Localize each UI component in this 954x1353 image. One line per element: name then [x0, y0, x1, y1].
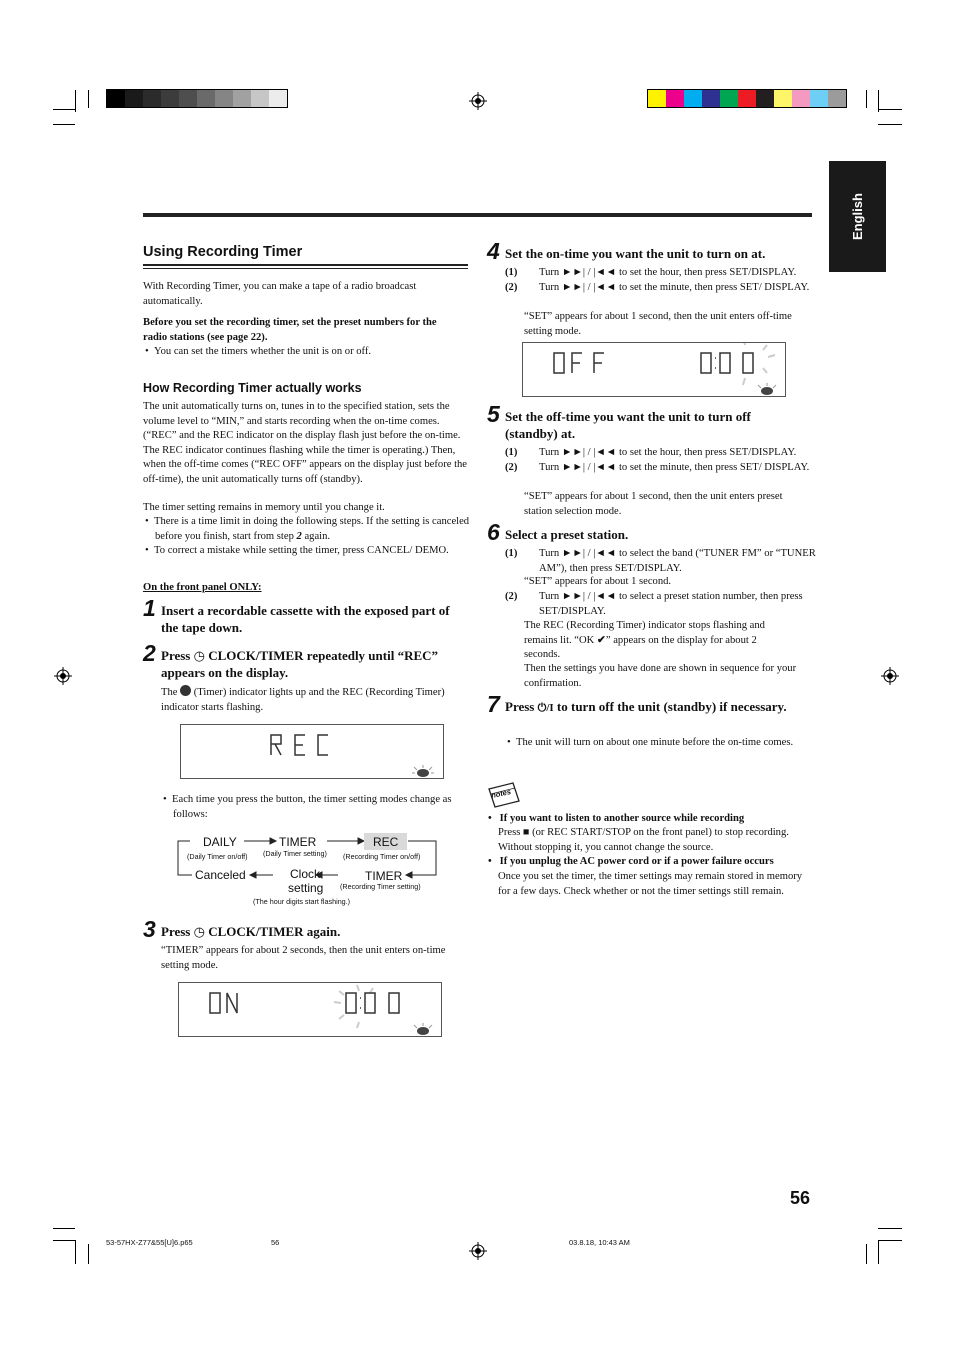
step-4-sub-2-note: “SET” appears for about 1 second, then the unit enters off-time setting mode.: [524, 311, 792, 337]
step-2-press: Press: [161, 648, 194, 663]
graybar-swatch-1: [125, 90, 143, 107]
step-4-number: 4: [487, 238, 500, 264]
step-7-number: 7: [487, 691, 500, 717]
step-3-text: CLOCK/TIMER again.: [204, 924, 341, 939]
footer-file-page: 56: [271, 1238, 280, 1247]
header-rule: [143, 213, 812, 217]
display-off-time: [522, 342, 786, 397]
sub-number: (1): [505, 267, 518, 278]
colorbar-swatch-8: [792, 90, 810, 107]
colorbar-swatch-1: [666, 90, 684, 107]
step-6-heading: Select a preset station.: [505, 527, 629, 542]
rec-indicator-icon: [755, 383, 779, 395]
step-2-number: 2: [143, 640, 156, 666]
step-5-sub-2-note: “SET” appears for about 1 second, then the unit enters preset station selection mode.: [524, 491, 783, 517]
sub-text: Turn ►►| / |◄◄ to set the hour, then press SET/DISPLAY.: [539, 267, 797, 278]
clock-timer-icon: ◷: [193, 924, 205, 939]
step-7-bullet: • The unit will turn on about one minute before the on-time comes.: [507, 737, 794, 748]
front-panel-label: On the front panel ONLY:: [143, 582, 262, 593]
colorbar-swatch-3: [702, 90, 720, 107]
intro-paragraph: With Recording Timer, you can make a tape of a radio broadcast automatically.: [143, 281, 417, 307]
sub-number: (2): [505, 591, 518, 602]
gray-calibration-bar: [106, 89, 288, 108]
step-3-number: 3: [143, 916, 156, 942]
each-time-text: Each time you press the button, the timer setting modes change as follows:: [172, 794, 452, 820]
power-standby-icon: ⏻/I: [537, 702, 554, 714]
graybar-swatch-0: [107, 90, 125, 107]
step-4-heading: Set the on-time you want the unit to turn on at.: [505, 246, 766, 261]
graybar-swatch-8: [251, 90, 269, 107]
language-tab-label: English: [850, 193, 865, 240]
registration-mark-bottom: [469, 1242, 487, 1260]
graybar-swatch-2: [143, 90, 161, 107]
timer-indicator-icon: [180, 685, 191, 696]
notes-icon: [486, 780, 522, 810]
correct-mistake-text: To correct a mistake while setting the timer, press CANCEL/ DEMO.: [154, 545, 449, 556]
correct-mistake-bullet: • To correct a mistake while setting the timer, press CANCEL/ DEMO.: [145, 545, 449, 556]
note-2-title-text: If you unplug the AC power cord or if a power failure occurs: [499, 856, 774, 867]
sub-text: Turn ►►| / |◄◄ to set the minute, then press SET/ DISPLAY.: [539, 282, 810, 293]
display-rec: [180, 724, 444, 779]
step-2-description: [161, 685, 461, 715]
sub-number: (2): [505, 462, 518, 473]
flow-clock-sub: (The hour digits start flashing.): [253, 897, 351, 906]
footer-date: 03.8.18, 10:43 AM: [569, 1238, 630, 1247]
flow-timer-1-sub: (Daily Timer setting): [263, 849, 327, 858]
how-it-works-text: The unit automatically turns on, tunes in to the specified station, sets the volume level to “MIN,” and starts recording when the on-time comes. (“REC” and the REC indicator on the display flash just before the on-time. The REC indicator continues flashing while the timer is operating.) Then, when the off-time comes (“REC OFF” appears on the display just before the off-time), the unit automatically turns off (standby).: [143, 401, 468, 485]
flow-clock: Clock: [290, 867, 321, 881]
step-7-press: Press: [505, 699, 538, 714]
note-1-press: Press: [498, 827, 524, 838]
timer-mode-flow: [172, 830, 462, 910]
check-icon: ✔: [596, 634, 606, 646]
flash-rays: [334, 985, 373, 1028]
how-it-works-title: How Recording Timer actually works: [143, 381, 362, 395]
step-7-text: to turn off the unit (standby) if necessary.: [553, 699, 787, 714]
sub-text: Turn ►►| / |◄◄ to select the band (“TUNER FM” or “TUNER AM”), then press SET/DISPLAY.: [539, 548, 816, 574]
step-2-desc-a: The: [161, 687, 181, 698]
each-time-bullet: • Each time you press the button, the timer setting modes change as follows:: [163, 794, 452, 820]
before-note: Before you set the recording timer, set the preset numbers for the radio stations (see page 22).: [143, 317, 437, 343]
flow-rec: REC: [373, 835, 399, 849]
before-bullet: • You can set the timers whether the unit is on or off.: [145, 346, 372, 357]
graybar-swatch-3: [161, 90, 179, 107]
graybar-swatch-7: [233, 90, 251, 107]
footer-file: 53-57HX-Z77&55[U]6.p65: [106, 1238, 193, 1247]
before-bullet-text: You can set the timers whether the unit is on or off.: [154, 346, 372, 357]
colorbar-swatch-0: [648, 90, 666, 107]
sub-number: (2): [505, 282, 518, 293]
step-3-press: Press: [161, 924, 194, 939]
flow-rec-sub: (Recording Timer on/off): [343, 852, 421, 861]
note-2-text: Once you set the timer, the timer settings may remain stored in memory for a few days. Check whether or not the timer settings still remain.: [498, 871, 803, 897]
ok-appears-text: ” appears on the display for about 2 seconds.: [524, 634, 757, 660]
step-2-desc-b: (Timer) indicator lights up and the REC (Recording Timer) indicator starts flashing.: [161, 687, 445, 713]
color-calibration-bar: [647, 89, 847, 108]
time-limit-text-end: again.: [301, 530, 331, 542]
step-ref: 2: [296, 530, 302, 542]
page-number: 56: [790, 1188, 811, 1208]
step-3-heading: [161, 923, 461, 940]
note-1-rest: (or REC START/STOP on the front panel) to stop recording. Without stopping it, you cannot change the source.: [498, 827, 789, 853]
step-1-number: 1: [143, 595, 156, 621]
step-5-sub-1: [505, 446, 839, 461]
rec-indicator-icon: [411, 1023, 435, 1035]
sub-number: (1): [505, 447, 518, 458]
step-1-heading: Insert a recordable cassette with the exposed part of the tape down.: [161, 603, 450, 635]
colorbar-swatch-7: [774, 90, 792, 107]
graybar-swatch-5: [197, 90, 215, 107]
step-6-confirm: Then the settings you have done are shown in sequence for your confirmation.: [524, 663, 797, 689]
step-3-description: “TIMER” appears for about 2 seconds, then the unit enters on-time setting mode.: [161, 945, 446, 971]
section-title-underline-thin: [143, 268, 468, 269]
notes-label: notes: [490, 787, 512, 800]
registration-mark-right: [881, 667, 899, 685]
graybar-swatch-4: [179, 90, 197, 107]
time-limit-bullet: • There is a time limit in doing the following steps. If the setting is canceled before you finish, start from step 2 again.: [145, 516, 470, 542]
colorbar-swatch-6: [756, 90, 774, 107]
step-6-sub-2-note: [524, 619, 789, 663]
graybar-swatch-6: [215, 90, 233, 107]
display-on-time: [178, 982, 442, 1037]
stop-icon: ■: [523, 827, 530, 838]
step-2-text: CLOCK/TIMER repeatedly until “REC” appears on the display.: [161, 648, 439, 680]
step-5-sub-2: [505, 461, 821, 476]
note-1-text: [498, 826, 798, 855]
sub-number: (1): [505, 548, 518, 559]
step-5-heading: Set the off-time you want the unit to turn off (standby) at.: [505, 409, 751, 441]
rec-stops-text: The REC (Recording Timer) indicator stops flashing and remains lit. “OK: [524, 620, 765, 646]
colorbar-swatch-10: [828, 90, 846, 107]
colorbar-swatch-5: [738, 90, 756, 107]
step-6-sub-2: [505, 590, 841, 619]
sub-text: Turn ►►| / |◄◄ to set the minute, then press SET/ DISPLAY.: [539, 462, 810, 473]
time-limit-text: There is a time limit in doing the following steps. If the setting is canceled before you finish, start from step: [154, 516, 470, 542]
step-6-number: 6: [487, 519, 500, 545]
display-off-time-segments: [523, 343, 785, 396]
registration-mark-left: [54, 667, 72, 685]
sub-text: Turn ►►| / |◄◄ to set the hour, then press SET/DISPLAY.: [539, 447, 797, 458]
registration-mark-top: [469, 92, 487, 110]
flow-canceled: Canceled: [195, 868, 246, 882]
colorbar-swatch-4: [720, 90, 738, 107]
display-rec-segments: [181, 725, 443, 778]
graybar-swatch-9: [269, 90, 287, 107]
section-title: Using Recording Timer: [143, 244, 303, 260]
step-4-sub-2: [505, 281, 821, 296]
step-6-sub-1-note: “SET” appears for about 1 second.: [524, 576, 672, 587]
step-4-sub-1: [505, 266, 839, 281]
rec-indicator-icon: [411, 765, 435, 777]
flow-timer-1: TIMER: [279, 835, 317, 849]
colorbar-swatch-2: [684, 90, 702, 107]
flow-daily-sub: (Daily Timer on/off): [187, 852, 248, 861]
clock-timer-icon: ◷: [193, 648, 205, 663]
note-1-title-text: If you want to listen to another source while recording: [499, 813, 745, 824]
step-5-number: 5: [487, 401, 500, 427]
memory-text: The timer setting remains in memory until you change it.: [143, 502, 385, 513]
display-on-time-segments: [179, 983, 441, 1036]
flow-timer-2-sub: (Recording Timer setting): [340, 882, 421, 891]
flow-setting: setting: [288, 881, 324, 895]
step-7-bullet-text: The unit will turn on about one minute before the on-time comes.: [516, 737, 794, 748]
note-1-title: • If you want to listen to another source while recording: [488, 813, 745, 824]
step-7-heading: [505, 698, 795, 717]
sub-text: Turn ►►| / |◄◄ to select a preset station number, then press SET/DISPLAY.: [539, 591, 803, 617]
flow-daily: DAILY: [203, 835, 237, 849]
flow-timer-2: TIMER: [365, 869, 403, 883]
note-2-title: • If you unplug the AC power cord or if a power failure occurs: [488, 856, 774, 867]
step-6-sub-1: [505, 547, 821, 576]
colorbar-swatch-9: [810, 90, 828, 107]
step-2-heading: [161, 647, 461, 681]
flash-rays: [743, 343, 775, 385]
section-title-underline: [143, 264, 468, 266]
